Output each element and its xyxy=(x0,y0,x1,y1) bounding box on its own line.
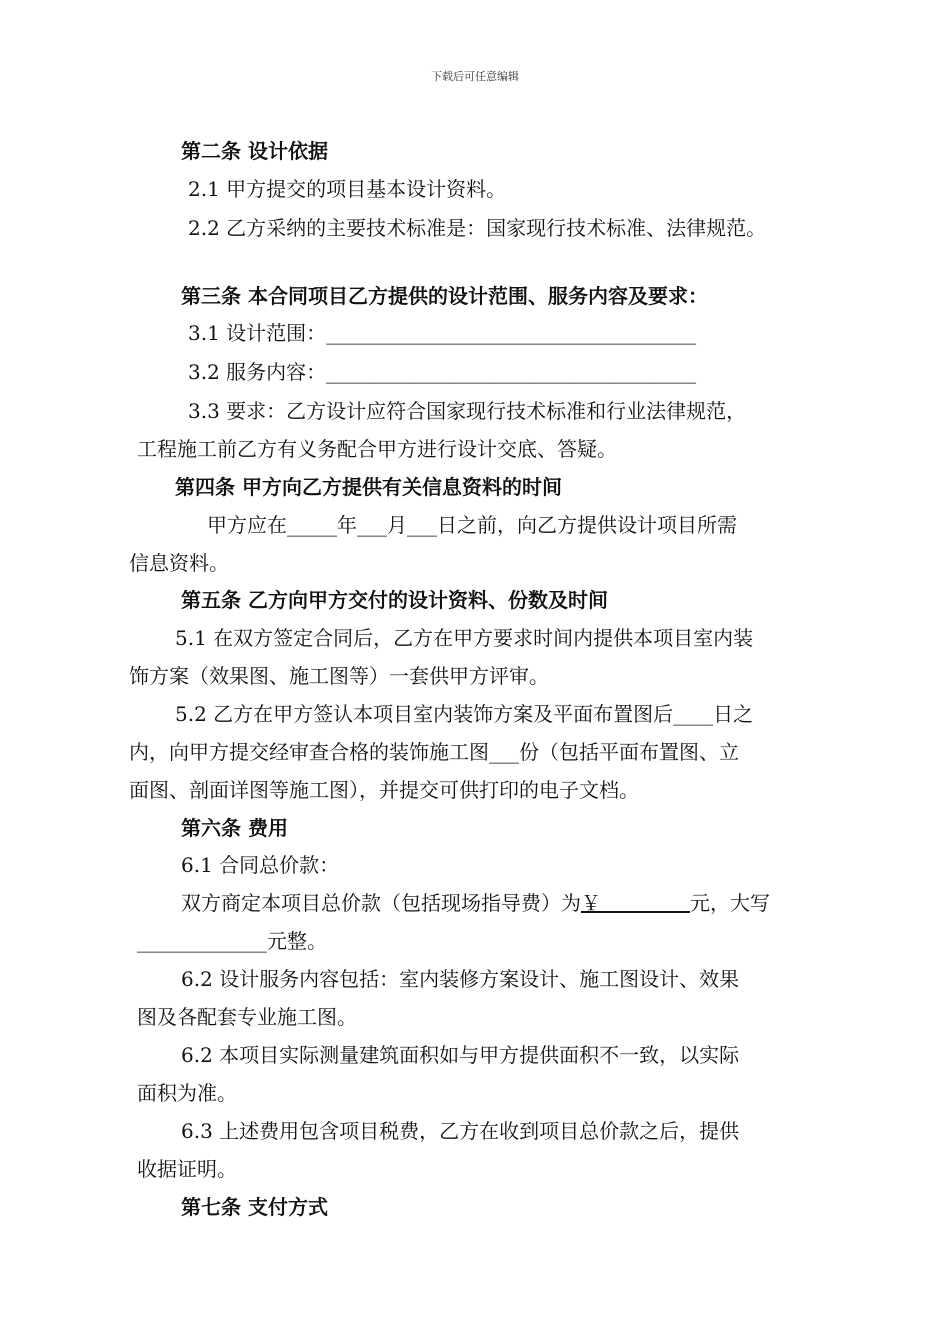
clause-5-2-line1: 5.2 乙方在甲方签认本项目室内装饰方案及平面布置图后____日之 xyxy=(175,702,754,726)
clause-3-1: 3.1 设计范围：_____________________________________ xyxy=(188,321,697,345)
total-price-prefix: 双方商定本项目总价款（包括现场指导费）为 xyxy=(181,891,581,915)
article-4-heading: 第四条 甲方向乙方提供有关信息资料的时间 xyxy=(175,475,562,499)
article-3-heading: 第三条 本合同项目乙方提供的设计范围、服务内容及要求： xyxy=(181,284,708,308)
total-price-line xyxy=(181,890,770,916)
yuan-symbol: ￥ xyxy=(581,891,601,915)
clause-6-2-line2: 图及各配套专业施工图。 xyxy=(137,1005,357,1029)
total-price-blank xyxy=(581,891,690,915)
clause-6-2b-line1: 6.2 本项目实际测量建筑面积如与甲方提供面积不一致，以实际 xyxy=(181,1043,740,1067)
clause-3-3-line2: 工程施工前乙方有义务配合甲方进行设计交底、答疑。 xyxy=(137,437,617,461)
clause-5-1-line1: 5.1 在双方签定合同后，乙方在甲方要求时间内提供本项目室内装 xyxy=(175,626,754,650)
clause-6-2b-line2: 面积为准。 xyxy=(137,1081,237,1105)
clause-5-2-line3: 面图、剖面详图等施工图），并提交可供打印的电子文档。 xyxy=(129,778,639,802)
clause-6-2-line1: 6.2 设计服务内容包括：室内装修方案设计、施工图设计、效果 xyxy=(181,967,740,991)
article-7-heading: 第七条 支付方式 xyxy=(181,1195,328,1219)
article-2-heading: 第二条 设计依据 xyxy=(181,139,328,163)
article-6-heading: 第六条 费用 xyxy=(181,816,288,840)
clause-5-2-line2: 内，向甲方提交经审查合格的装饰施工图___份（包括平面布置图、立 xyxy=(129,740,739,764)
clause-6-3-line2: 收据证明。 xyxy=(137,1157,237,1181)
article-5-heading: 第五条 乙方向甲方交付的设计资料、份数及时间 xyxy=(181,588,608,612)
total-price-words: _____________元整。 xyxy=(137,929,327,953)
total-price-suffix: 元，大写 xyxy=(690,891,771,915)
clause-6-3-line1: 6.3 上述费用包含项目税费，乙方在收到项目总价款之后，提供 xyxy=(181,1119,740,1143)
clause-3-3-line1: 3.3 要求：乙方设计应符合国家现行技术标准和行业法律规范， xyxy=(188,399,747,423)
article-4-line2: 信息资料。 xyxy=(129,551,229,575)
clause-5-1-line2: 饰方案（效果图、施工图等）一套供甲方评审。 xyxy=(129,664,549,688)
clause-3-2: 3.2 服务内容：_____________________________________ xyxy=(188,360,697,384)
clause-6-1: 6.1 合同总价款： xyxy=(181,853,340,877)
clause-2-2: 2.2 乙方采纳的主要技术标准是：国家现行技术标准、法律规范。 xyxy=(188,216,767,240)
article-4-line1: 甲方应在_____年___月___日之前，向乙方提供设计项目所需 xyxy=(207,513,737,537)
page-header: 下载后可任意编辑 xyxy=(431,70,519,83)
clause-2-1: 2.1 甲方提交的项目基本设计资料。 xyxy=(188,177,507,201)
